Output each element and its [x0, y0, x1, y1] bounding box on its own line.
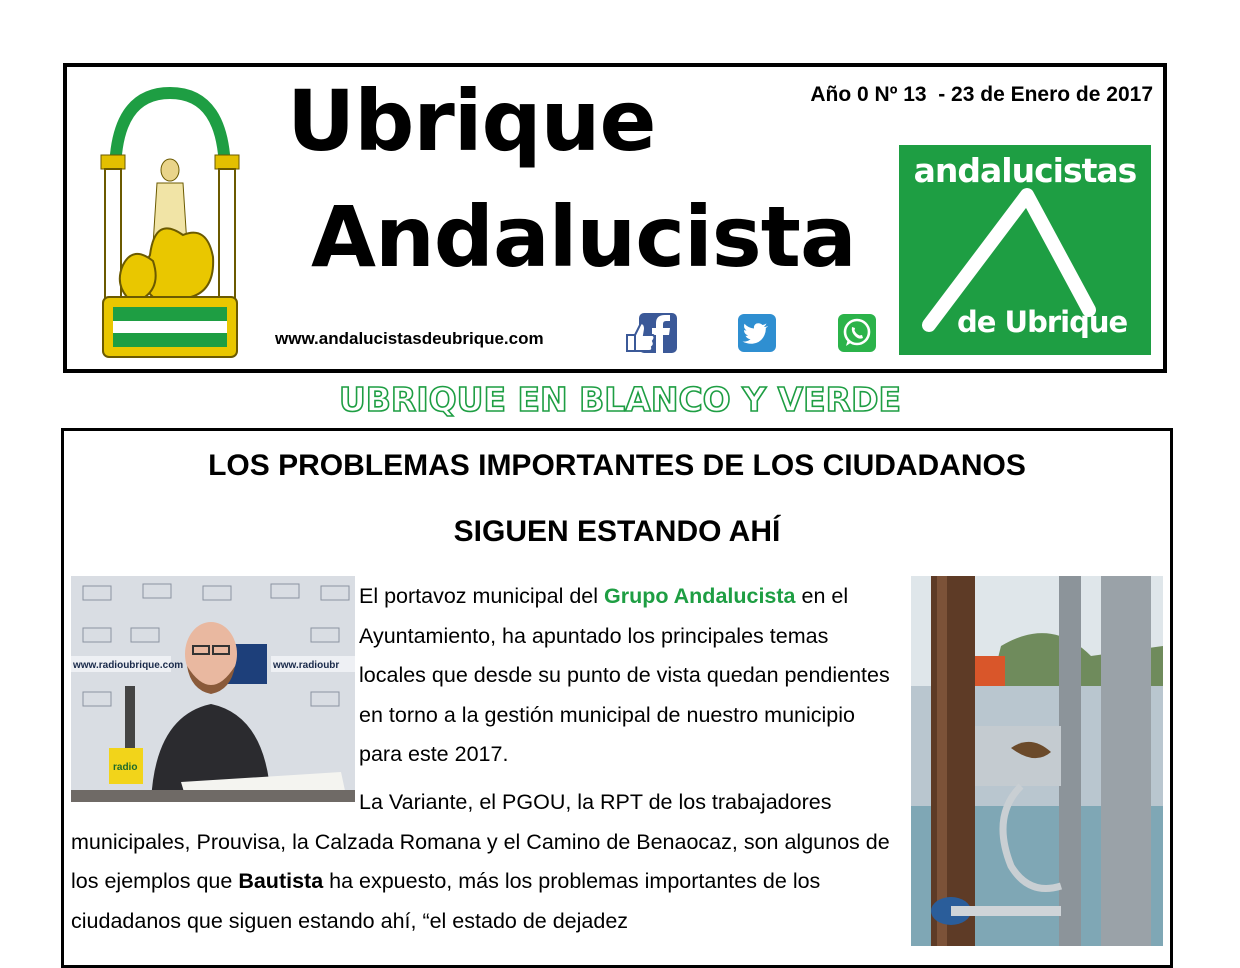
andalusia-coat-of-arms-icon [95, 85, 245, 363]
photo-banner-text: www.radioubrique.com [73, 660, 184, 671]
twitter-icon[interactable] [737, 313, 777, 353]
interview-photo [71, 576, 355, 802]
damaged-playground-photo [911, 576, 1163, 946]
headline-line2: SIGUEN ESTANDO AHÍ [453, 515, 781, 548]
website-link[interactable]: www.andalucistasdeubrique.com [275, 329, 544, 348]
paragraph-2 [71, 783, 903, 941]
masthead [63, 63, 1167, 373]
mic-label: radio [113, 762, 138, 773]
paragraph-1-text-b: en el Ayuntamiento, ha apuntado los principales temas locales que desde su punto de vista quedan pendientes en torno a la gestión municipal de nuestro municipio para este 2017. [359, 584, 890, 766]
paragraph-1 [359, 577, 894, 775]
facebook-icon[interactable] [625, 313, 677, 353]
newspaper-title-line2: Andalucista [311, 188, 856, 286]
logo-text-top: andalucistas [913, 151, 1137, 190]
paragraph-1-text-a: El portavoz municipal del [359, 584, 604, 608]
article [61, 428, 1173, 968]
issue-date: Año 0 Nº 13 - 23 de Enero de 2017 [810, 83, 1153, 106]
headline-line1: LOS PROBLEMAS IMPORTANTES DE LOS CIUDADANOS [208, 449, 1026, 482]
whatsapp-icon[interactable] [837, 313, 877, 353]
party-name-highlight: Grupo Andalucista [603, 584, 796, 608]
andalucistas-logo [899, 145, 1151, 355]
person-name-bold: Bautista [238, 869, 324, 893]
paragraph-2-text-b: ha expuesto, más los problemas importantes de los ciudadanos que siguen estando ahí, “el estado de dejadez [71, 869, 821, 933]
section-title: UBRIQUE EN BLANCO Y VERDE [338, 380, 902, 419]
svg-text:www.radioubr: www.radioubr [273, 660, 340, 671]
newspaper-title-line1: Ubrique [287, 72, 656, 170]
paragraph-2-text-a: La Variante, el PGOU, la RPT de los trabajadores municipales, Prouvisa, la Calzada Romana y el Camino de Benaocaz, son algunos de los ejemplos que [71, 790, 890, 893]
logo-text-bottom: de Ubrique [957, 305, 1128, 339]
